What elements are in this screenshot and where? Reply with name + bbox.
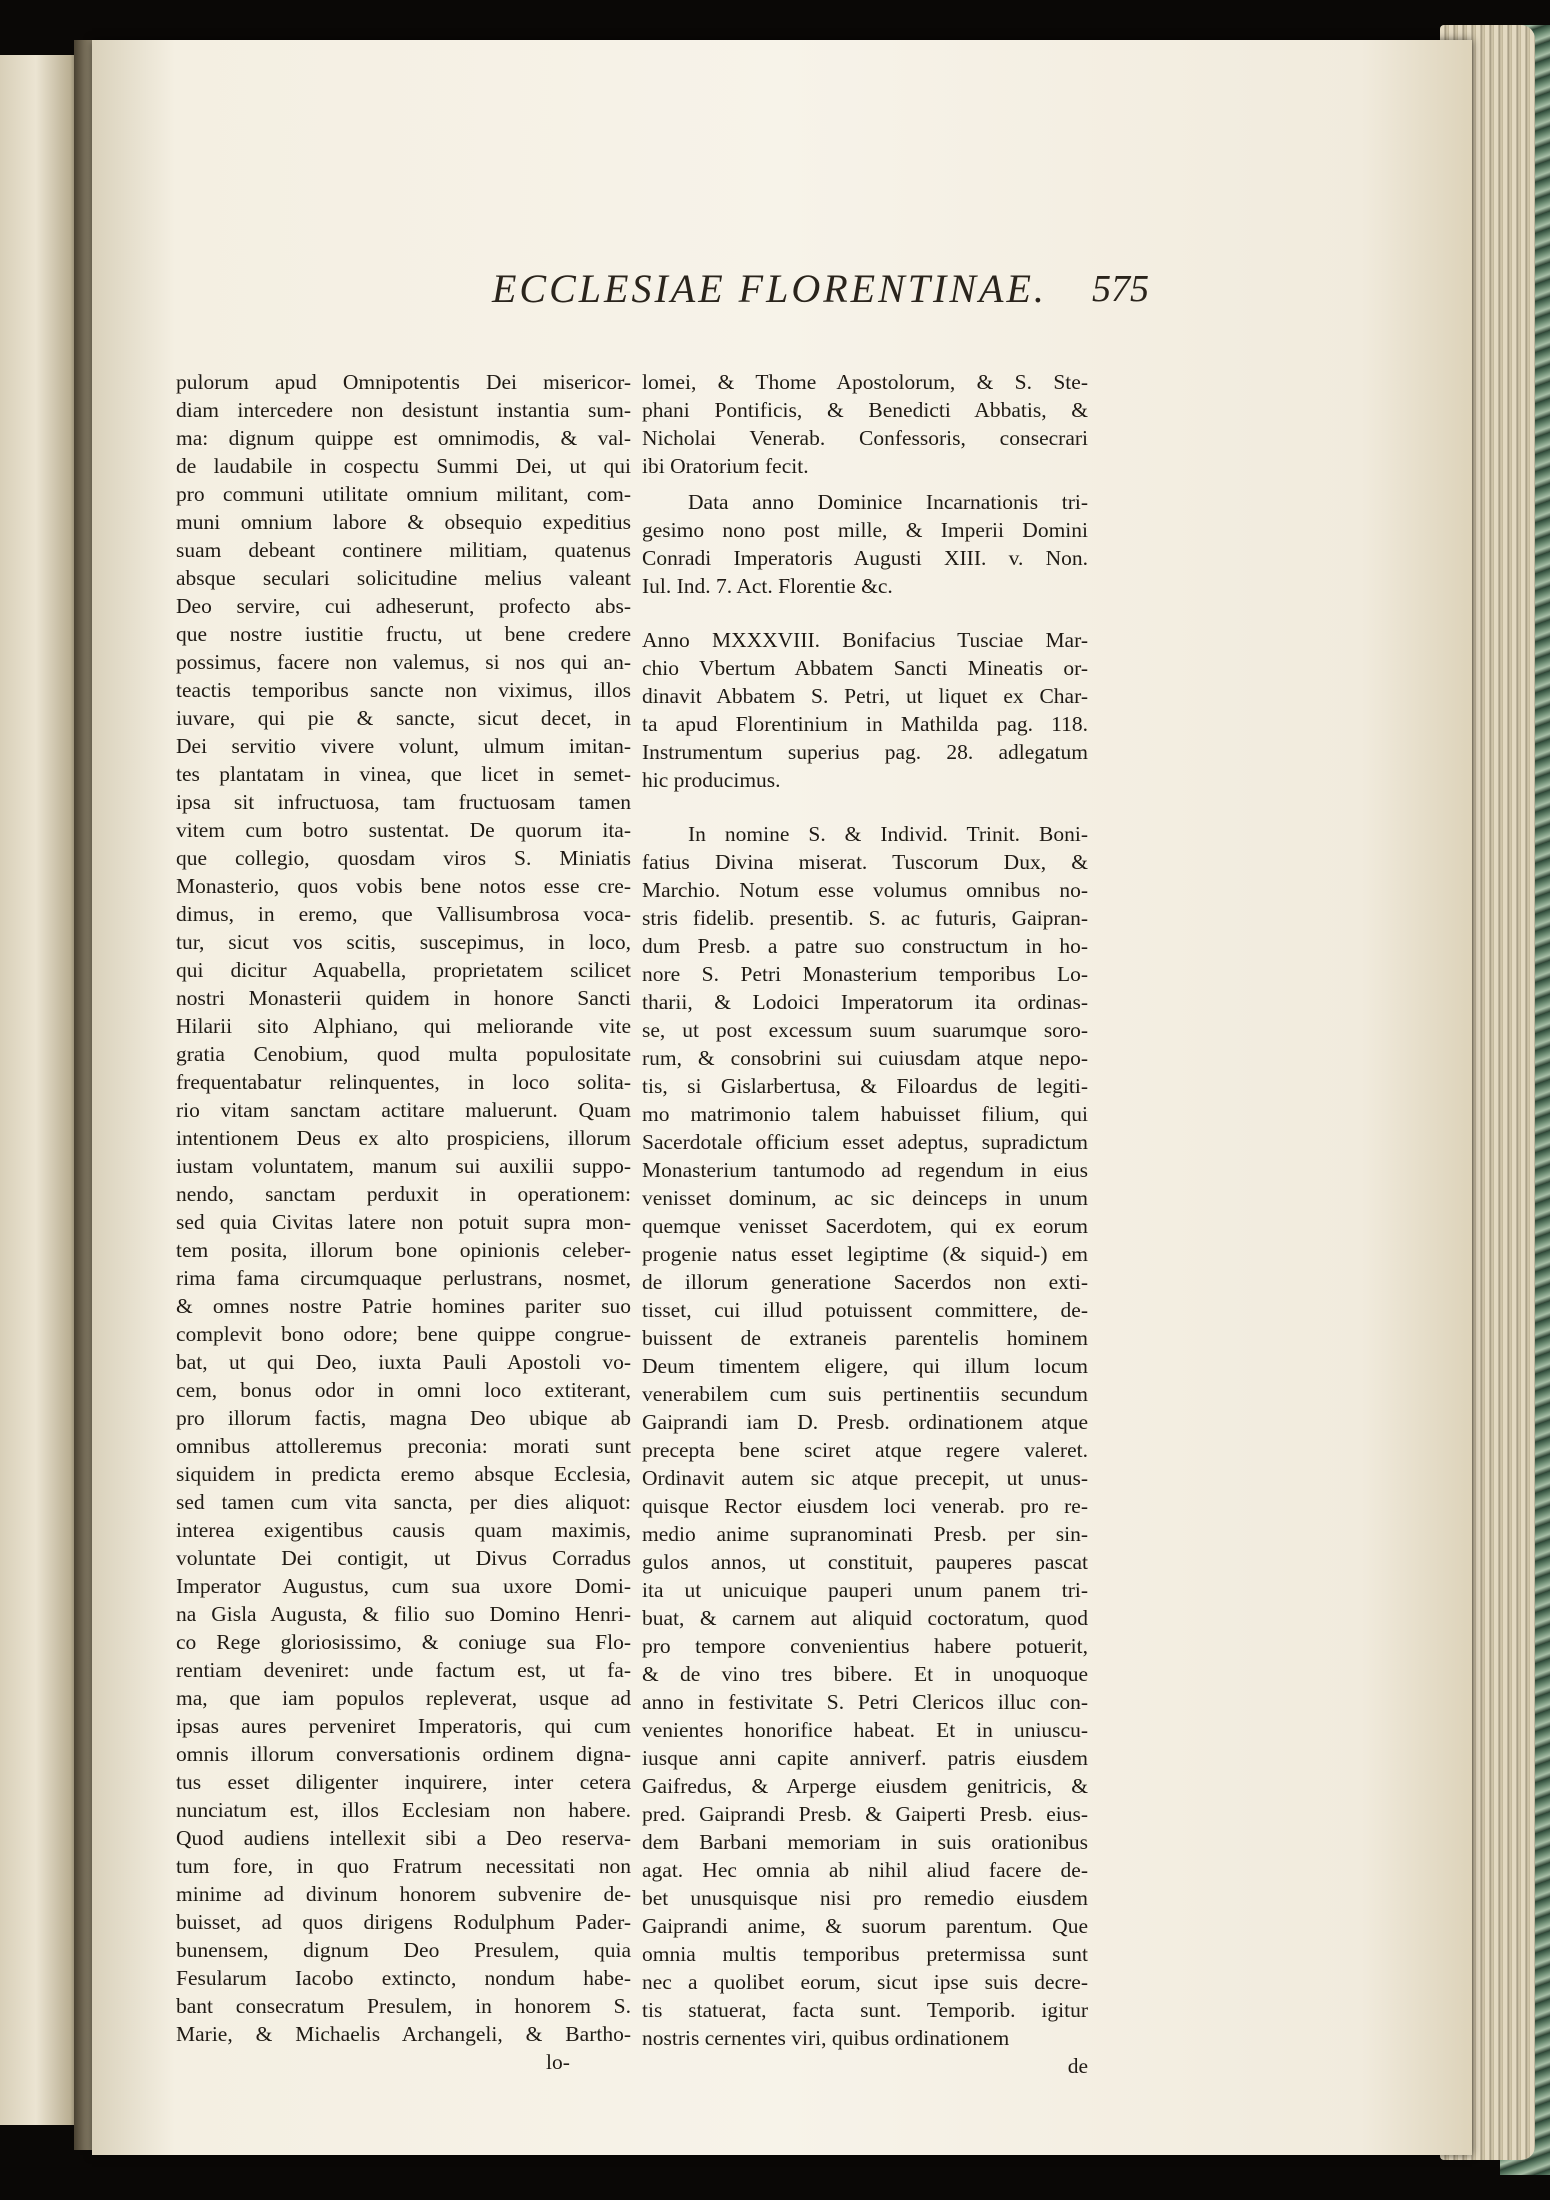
text-line: Gaiprandi anime, & suorum parentum. Que (642, 1914, 1088, 1938)
text-line: Ordinavit autem sic atque precepit, ut unus- (642, 1466, 1088, 1490)
text-line: Quod audiens intellexit sibi a Deo reserva- (176, 1826, 631, 1850)
catchword: de (1067, 2054, 1088, 2078)
paragraph-gap (642, 794, 1088, 820)
text-line: tem posita, illorum bone opinionis celeber- (176, 1238, 631, 1262)
text-line: gratia Cenobium, quod multa populositate (176, 1042, 631, 1066)
text-line: intentionem Deus ex alto prospiciens, illorum (176, 1126, 631, 1150)
text-line: ma, que iam populos repleverat, usque ad (176, 1686, 631, 1710)
text-line: ita ut unicuique pauperi unum panem tri- (642, 1578, 1088, 1602)
text-line: & omnes nostre Patrie homines pariter suo (176, 1294, 631, 1318)
text-line: bunensem, dignum Deo Presulem, quia (176, 1938, 631, 1962)
text-line: Monasterium tantumodo ad regendum in eius (642, 1158, 1088, 1182)
text-line: anno in festivitate S. Petri Clericos illuc con- (642, 1690, 1088, 1714)
text-line: tum fore, in quo Fratrum necessitati non (176, 1854, 631, 1878)
text-line: rentiam deveniret: unde factum est, ut fa- (176, 1658, 631, 1682)
text-line: cem, bonus odor in omni loco extiterant, (176, 1378, 631, 1402)
text-line: omnis illorum conversationis ordinem digna- (176, 1742, 631, 1766)
text-line: progenie natus esset legiptime (& siquid-) em (642, 1242, 1088, 1266)
text-line: buat, & carnem aut aliquid coctoratum, quod (642, 1606, 1088, 1630)
catchword: lo- (546, 2050, 570, 2074)
text-line: suam debeant continere militiam, quatenus (176, 538, 631, 562)
text-line: bat, ut qui Deo, iuxta Pauli Apostoli vo- (176, 1350, 631, 1374)
text-line: omnia multis temporibus pretermissa sunt (642, 1942, 1088, 1966)
text-line: ipsa sit infructuosa, tam fructuosam tamen (176, 790, 631, 814)
text-line: ibi Oratorium fecit. (642, 454, 809, 478)
text-line: de laudabile in cospectu Summi Dei, ut qui (176, 454, 631, 478)
text-line: Gaiprandi iam D. Presb. ordinationem atque (642, 1410, 1088, 1434)
text-line: Nicholai Venerab. Confessoris, consecrari (642, 426, 1088, 450)
text-line: pro illorum factis, magna Deo ubique ab (176, 1406, 631, 1430)
text-line: precepta bene sciret atque regere valeret. (642, 1438, 1088, 1462)
text-line: In nomine S. & Individ. Trinit. Boni- (688, 822, 1088, 846)
text-line: Dei servitio vivere volunt, ulmum imitan- (176, 734, 631, 758)
text-line: pro tempore convenientius habere potuerit, (642, 1634, 1088, 1658)
text-line: venisset dominum, ac sic deinceps in unum (642, 1186, 1088, 1210)
text-line: sed quia Civitas latere non potuit supra mon- (176, 1210, 631, 1234)
text-line: ta apud Florentinium in Mathilda pag. 118. (642, 712, 1088, 736)
text-line: Deo servire, cui adheserunt, profecto abs- (176, 594, 631, 618)
text-line: venerabilem cum suis pertinentiis secundum (642, 1382, 1088, 1406)
page-number: 575 (1092, 268, 1149, 310)
text-line: Marie, & Michaelis Archangeli, & Bartho- (176, 2022, 631, 2046)
text-line: venientes honorifice habeat. Et in uniuscu- (642, 1718, 1088, 1742)
text-line: pro communi utilitate omnium militant, com- (176, 482, 631, 506)
text-line: omnibus attolleremus preconia: morati sunt (176, 1434, 631, 1458)
text-line: gulos annos, ut constituit, pauperes pascat (642, 1550, 1088, 1574)
text-line: complevit bono odore; bene quippe congrue- (176, 1322, 631, 1346)
text-line: absque seculari solicitudine melius valeant (176, 566, 631, 590)
text-line: ipsas aures perveniret Imperatoris, qui cum (176, 1714, 631, 1738)
text-line: mo matrimonio talem habuisset filium, qui (642, 1102, 1088, 1126)
text-line: tis statuerat, facta sunt. Temporib. igitur (642, 1998, 1088, 2022)
text-line: Gaifredus, & Arperge eiusdem genitricis, & (642, 1774, 1088, 1798)
book-page (92, 40, 1472, 2155)
text-line: dinavit Abbatem S. Petri, ut liquet ex Char- (642, 684, 1088, 708)
text-line: fatius Divina miserat. Tuscorum Dux, & (642, 850, 1088, 874)
text-line: vitem cum botro sustentat. De quorum ita- (176, 818, 631, 842)
text-line: nostri Monasterii quidem in honore Sancti (176, 986, 631, 1010)
text-column-right (642, 368, 1088, 2080)
text-line: nec a quolibet eorum, sicut ipse suis decre- (642, 1970, 1088, 1994)
text-line: chio Vbertum Abbatem Sancti Mineatis or- (642, 656, 1088, 680)
text-line: medio anime supranominati Presb. per sin- (642, 1522, 1088, 1546)
text-line: Imperator Augustus, cum sua uxore Domi- (176, 1574, 631, 1598)
text-line: phani Pontificis, & Benedicti Abbatis, & (642, 398, 1088, 422)
text-line: quemque venisset Sacerdotem, qui ex eorum (642, 1214, 1088, 1238)
text-line: siquidem in predicta eremo absque Ecclesia, (176, 1462, 631, 1486)
text-line: dimus, in eremo, que Vallisumbrosa voca- (176, 902, 631, 926)
text-line: Instrumentum superius pag. 28. adlegatum (642, 740, 1088, 764)
text-line: Fesularum Iacobo extincto, nondum habe- (176, 1966, 631, 1990)
text-line: tur, sicut vos scitis, suscepimus, in loco, (176, 930, 631, 954)
text-line: rum, & consobrini sui cuiusdam atque nepo- (642, 1046, 1088, 1070)
text-line: Marchio. Notum esse volumus omnibus no- (642, 878, 1088, 902)
text-line: frequentabatur relinquentes, in loco solita- (176, 1070, 631, 1094)
text-line: tes plantatam in vinea, que licet in semet- (176, 762, 631, 786)
text-line: iusque anni capite anniverf. patris eiusdem (642, 1746, 1088, 1770)
text-line: agat. Hec omnia ab nihil aliud facere de- (642, 1858, 1088, 1882)
text-line: ma: dignum quippe est omnimodis, & val- (176, 426, 631, 450)
text-line: & de vino tres bibere. Et in unoquoque (642, 1662, 1088, 1686)
text-line: Conradi Imperatoris Augusti XIII. v. Non. (642, 546, 1088, 570)
text-line: buissent de extraneis parentelis hominem (642, 1326, 1088, 1350)
text-line: dem Barbani memoriam in suis orationibus (642, 1830, 1088, 1854)
text-line: bant consecratum Presulem, in honorem S. (176, 1994, 631, 2018)
text-line: co Rege gloriosissimo, & coniuge sua Flo- (176, 1630, 631, 1654)
left-page-edge (0, 55, 80, 2125)
text-column-left (176, 368, 631, 2076)
running-title: ECCLESIAE FLORENTINAE. (492, 266, 1047, 311)
text-line: tharii, & Lodoici Imperatorum ita ordinas- (642, 990, 1088, 1014)
text-line: Deum timentem eligere, qui illum locum (642, 1354, 1088, 1378)
text-line: que nostre iustitie fructu, ut bene credere (176, 622, 631, 646)
text-line: pulorum apud Omnipotentis Dei misericor- (176, 370, 631, 394)
text-line: diam intercedere non desistunt instantia sum- (176, 398, 631, 422)
text-line: rio vitam sanctam actitare maluerunt. Quam (176, 1098, 631, 1122)
text-line: rima fama circumquaque perlustrans, nosmet, (176, 1266, 631, 1290)
text-line: dum Presb. a patre suo constructum in ho- (642, 934, 1088, 958)
text-line: Data anno Dominice Incarnationis tri- (688, 490, 1088, 514)
text-line: Sacerdotale officium esset adeptus, supradictum (642, 1130, 1088, 1154)
paragraph-gap (642, 600, 1088, 626)
text-line: quisque Rector eiusdem loci venerab. pro re- (642, 1494, 1088, 1518)
text-line: se, ut post excessum suum suarumque soro- (642, 1018, 1088, 1042)
text-line: nunciatum est, illos Ecclesiam non habere. (176, 1798, 631, 1822)
text-line: iuvare, qui pie & sancte, sicut decet, in (176, 706, 631, 730)
text-line: de illorum generatione Sacerdos non exti- (642, 1270, 1088, 1294)
text-line: pred. Gaiprandi Presb. & Gaiperti Presb. eius- (642, 1802, 1088, 1826)
text-line: tisset, cui illud potuissent committere, de- (642, 1298, 1088, 1322)
text-line: nostris cernentes viri, quibus ordinationem (642, 2026, 1010, 2050)
text-line: possimus, facere non valemus, si nos qui an- (176, 650, 631, 674)
text-line: minime ad divinum honorem subvenire de- (176, 1882, 631, 1906)
text-line: Anno MXXXVIII. Bonifacius Tusciae Mar- (642, 628, 1088, 652)
text-line: Hilarii sito Alphiano, qui meliorande vite (176, 1014, 631, 1038)
text-line: muni omnium labore & obsequio expeditius (176, 510, 631, 534)
text-line: tis, si Gislarbertusa, & Filoardus de legiti- (642, 1074, 1088, 1098)
paragraph-gap (642, 480, 1088, 488)
text-line: lomei, & Thome Apostolorum, & S. Ste- (642, 370, 1088, 394)
text-line: bet unusquisque nisi pro remedio eiusdem (642, 1886, 1088, 1910)
text-line: sed tamen cum vita sancta, per dies aliquot: (176, 1490, 631, 1514)
text-line: iustam voluntatem, manum sui auxilii suppo- (176, 1154, 631, 1178)
text-line: Iul. Ind. 7. Act. Florentie &c. (642, 574, 893, 598)
text-line: na Gisla Augusta, & filio suo Domino Henri- (176, 1602, 631, 1626)
text-line: Monasterio, quos vobis bene notos esse cre- (176, 874, 631, 898)
text-line: interea exigentibus causis quam maximis, (176, 1518, 631, 1542)
text-line: stris fidelib. presentib. S. ac futuris, Gaipran- (642, 906, 1088, 930)
text-line: gesimo nono post mille, & Imperii Domini (642, 518, 1088, 542)
text-line: nendo, sanctam perduxit in operationem: (176, 1182, 631, 1206)
text-line: teactis temporibus sancte non viximus, illos (176, 678, 631, 702)
text-line: nore S. Petri Monasterium temporibus Lo- (642, 962, 1088, 986)
text-line: que collegio, quosdam viros S. Miniatis (176, 846, 631, 870)
text-line: qui dicitur Aquabella, proprietatem scilicet (176, 958, 631, 982)
text-line: hic producimus. (642, 768, 781, 792)
text-line: tus esset diligenter inquirere, inter cetera (176, 1770, 631, 1794)
text-line: voluntate Dei contigit, ut Divus Corradus (176, 1546, 631, 1570)
text-line: buisset, ad quos dirigens Rodulphum Pader- (176, 1910, 631, 1934)
running-head (392, 265, 1252, 325)
